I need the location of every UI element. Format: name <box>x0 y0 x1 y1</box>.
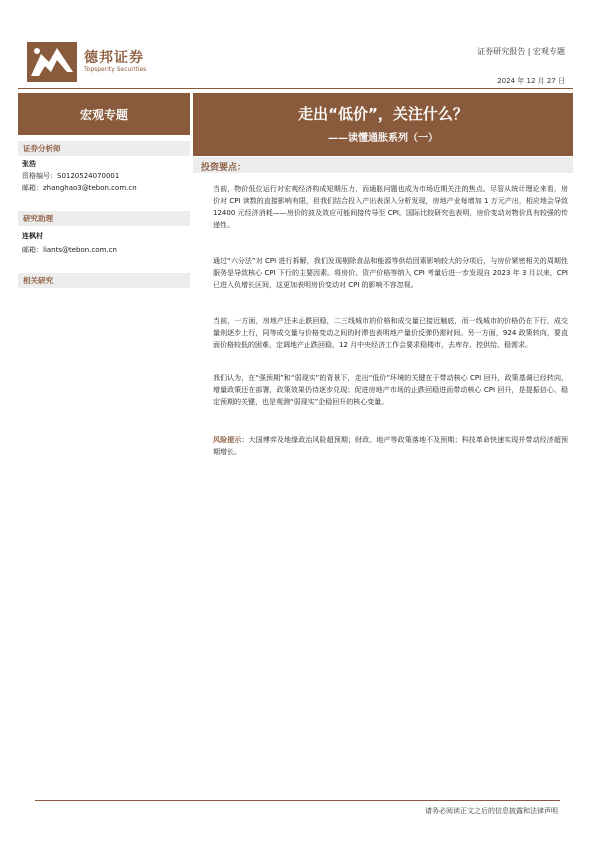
footer-disclaimer: 请务必阅读正文之后的信息披露和法律声明 <box>425 807 558 815</box>
key-point-paragraph: 通过“六分法”对 CPI 进行拆解，我们发现剔除食品和能源等供给因素影响较大的分项后，与房价紧密相关的周期性服务是导致核心 CPI 下行的主要因素。将房价、资产价格等纳入 CPI 考量后进一步发现自 2023 年 3 月以来，CPI 已进入负增长区间，这更加表明房价变动对 CPI 的影响不容忽视。 <box>213 257 568 289</box>
risk-text: 大国博弈及地缘政治风险超预期；财政、地产等政策落地不及预期；科技革命快速实现并带动经济超预期增长。 <box>213 436 569 456</box>
assistant-heading: 研究助理 <box>18 211 190 226</box>
report-title: 走出“低价”，关注什么？ <box>298 105 468 123</box>
header-divider <box>18 88 573 89</box>
key-point-paragraph: 当前，物价低位运行对宏观经济构成短期压力，而通胀问题也成为市场近期关注的焦点。尽管从统计理论来看，房价对 CPI 读数的直接影响有限，但我们结合投入产出表深入分析发现，房地产业每增加 1 万元产出，相应地会导致 12400 元经济消耗——房价的波及效应可能间接传导至 CPI。国际比较研究也表明，房价变动对物价具有较强的传递性。 <box>213 185 568 229</box>
key-points-band <box>193 157 573 173</box>
title-band <box>193 93 573 156</box>
report-subtitle: ——读懂通胀系列（一） <box>328 133 438 144</box>
footer-divider <box>35 800 560 801</box>
analyst-license: 资格编号：S0120524070001 <box>22 172 120 180</box>
brand-logo-icon <box>27 42 77 82</box>
related-research-heading: 相关研究 <box>18 273 190 288</box>
brand-name-en: Topsperity Securities <box>84 66 147 73</box>
key-points-heading: 投资要点： <box>201 163 247 173</box>
key-point-paragraph: 我们认为，在“强预期”和“弱现实”的背景下，走出“低价”环境的关键在于带动核心 CPI 回升，政策基调已经转向，增量政策还在部署，政策效果仍待逐步兑现；促进房地产市场的止跌回稳进而带动核心 CPI 回升，是提振信心、稳定预期的关键，也是观测“弱现实”企稳回升的核心变量。 <box>213 374 568 406</box>
analyst-heading: 证券分析师 <box>18 141 190 156</box>
assistant-name: 连枫村 <box>22 232 43 240</box>
assistant-email[interactable]: 邮箱：liants@tebon.com.cn <box>22 246 117 254</box>
brand-name: 德邦证券 <box>84 50 144 66</box>
analyst-email[interactable]: 邮箱：zhanghao3@tebon.com.cn <box>22 184 137 192</box>
report-date: 2024 年 12 月 27 日 <box>497 77 565 85</box>
key-point-paragraph: 当前，一方面，房地产还未止跌回稳，二三线城市的价格和成交量已接近触底，而一线城市的价格仍在下行，成交量则逐步上行，同等成交量与价格变动之间的时滞也表明地产量价反弹仍需时间。另一方面，924 政策转向，要直面价格较低的困难，定调地产止跌回稳，12 月中央经济工作会要求稳楼市，去库存、控供给、稳需求。 <box>213 317 568 349</box>
analyst-name: 张浩 <box>22 160 36 168</box>
risk-label: 风险提示： <box>213 436 249 444</box>
report-type: 证券研究报告 | 宏观专题 <box>477 47 565 56</box>
risk-warning <box>213 434 568 458</box>
category-band: 宏观专题 <box>18 93 190 135</box>
